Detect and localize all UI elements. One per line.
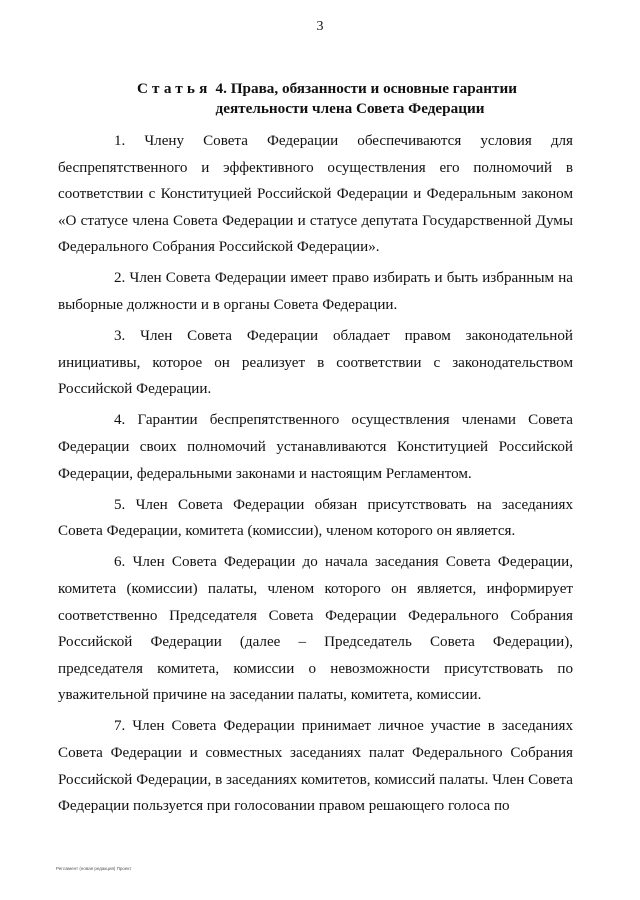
article-prefix: Статья	[137, 80, 212, 97]
paragraph-3: 3. Член Совета Федерации обладает правом законодательной инициативы, которое он реализует в соответствии с законодательством Российской Федерации.	[58, 328, 573, 398]
paragraph-2: 2. Член Совета Федерации имеет право избирать и быть избранным на выборные должности и в органы Совета Федерации.	[58, 270, 573, 314]
paragraph-6: 6. Член Совета Федерации до начала заседания Совета Федерации, комитета (комиссии) палаты, членом которого он является, информирует соответственно Председателя Совета Федерации Федерального Собрания Российской Федерации (далее – Председатель Совета Федерации), председателя комитета, комиссии о невозможности присутствовать по уважительной причине на заседании палаты, комитета, комиссии.	[58, 554, 573, 704]
footer-note: Регламент (новая редакция) Проект	[56, 866, 132, 871]
paragraph-4: 4. Гарантии беспрепятственного осуществления членами Совета Федерации своих полномочий устанавливаются Конституцией Российской Федерации, федеральными законами и настоящим Регламентом.	[58, 412, 573, 482]
article-body	[58, 128, 573, 824]
article-title-line-1: 4. Права, обязанности и основные гарантии	[215, 80, 517, 97]
article-title-line-2: деятельности члена Совета Федерации	[215, 100, 485, 117]
page-number: 3	[316, 19, 324, 34]
article-heading-line-1	[0, 79, 640, 99]
paragraph-1: 1. Члену Совета Федерации обеспечиваются условия для беспрепятственного и эффективного осуществления его полномочий в соответствии с Конституцией Российской Федерации и Федеральным законом «О статусе члена Совета Федерации и статусе депутата Государственной Думы Федерального Собрания Российской Федерации».	[58, 133, 573, 256]
paragraph-5: 5. Член Совета Федерации обязан присутствовать на заседаниях Совета Федерации, комитета (комиссии), членом которого он является.	[58, 496, 573, 540]
article-heading	[0, 79, 640, 119]
paragraph-7: 7. Член Совета Федерации принимает личное участие в заседаниях Совета Федерации и совместных заседаниях палат Федерального Собрания Российской Федерации, в заседаниях комитетов, комиссий палаты. Член Совета Федерации пользуется при голосовании правом решающего голоса по	[58, 718, 573, 815]
